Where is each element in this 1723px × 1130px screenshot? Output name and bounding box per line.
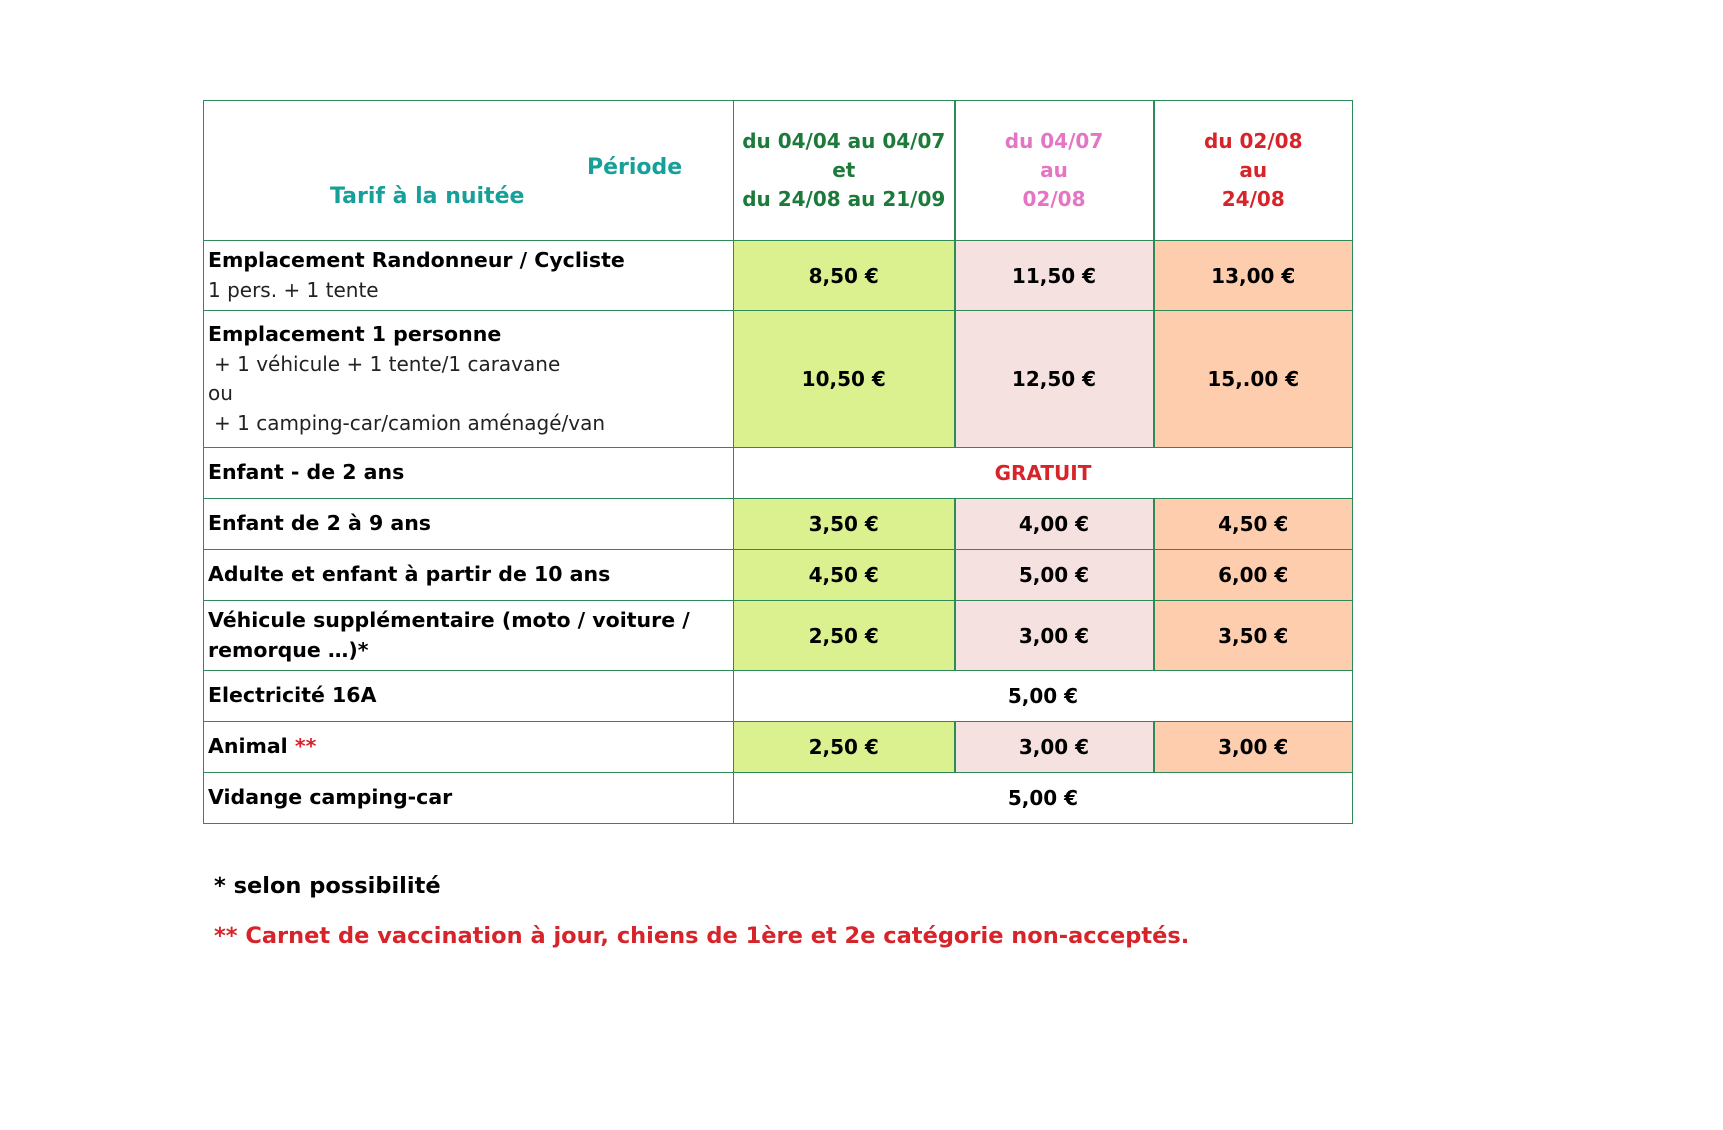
table-row-enfant-2-9 [204, 499, 1353, 550]
price-period-3: 13,00 € [1154, 241, 1353, 311]
row-label-cell [204, 671, 734, 722]
table-row-animal [204, 722, 1353, 773]
price-period-3: 6,00 € [1154, 550, 1353, 601]
animal-stars: ** [294, 734, 317, 759]
header-corner-cell [204, 101, 734, 241]
period-1-line-1: du 04/04 au 04/07 [742, 129, 946, 153]
row-label: Emplacement 1 personne [208, 322, 502, 346]
period-header-3 [1154, 101, 1353, 241]
period-3-line-3: 24/08 [1221, 187, 1285, 211]
row-label-cell [204, 448, 734, 499]
price-period-2: 12,50 € [955, 311, 1154, 448]
periode-label: Période [587, 155, 683, 180]
row-label: Animal [208, 734, 288, 759]
price-period-3: 4,50 € [1154, 499, 1353, 550]
row-label-cell [204, 773, 734, 824]
table-row-adulte [204, 550, 1353, 601]
footnote-selon-possibilite: * selon possibilité [214, 873, 441, 899]
row-label-cell [204, 550, 734, 601]
row-label-cell [204, 241, 734, 311]
price-period-1: 8,50 € [734, 241, 955, 311]
price-period-1: 3,50 € [734, 499, 955, 550]
row-label-cell [204, 601, 734, 671]
row-label-wrap [208, 732, 733, 762]
electricite-value: 5,00 € [734, 671, 1353, 722]
row-label-line-2: remorque …)* [208, 637, 369, 662]
row-label: Emplacement Randonneur / Cycliste [208, 248, 625, 272]
gratuit-value: GRATUIT [734, 448, 1353, 499]
period-header-1 [734, 101, 955, 241]
row-sublabel-3: + 1 camping-car/camion aménagé/van [214, 410, 606, 435]
tarif-label: Tarif à la nuitée [330, 184, 525, 209]
price-period-1: 2,50 € [734, 601, 955, 671]
price-table [203, 100, 1353, 824]
price-period-3: 3,50 € [1154, 601, 1353, 671]
row-label: Vidange camping-car [208, 785, 453, 810]
period-2-line-1: du 04/07 [1004, 129, 1104, 153]
period-1-line-3: du 24/08 au 21/09 [742, 187, 946, 211]
price-period-2: 3,00 € [955, 601, 1154, 671]
row-sublabel-2: ou [208, 381, 233, 405]
price-period-2: 5,00 € [955, 550, 1154, 601]
table-row-enfant-moins-2 [204, 448, 1353, 499]
row-label: Enfant de 2 à 9 ans [208, 511, 431, 536]
price-period-2: 3,00 € [955, 722, 1154, 773]
row-label-cell [204, 722, 734, 773]
vidange-value: 5,00 € [734, 773, 1353, 824]
row-sublabel: 1 pers. + 1 tente [208, 277, 379, 302]
table-row-vehicule [204, 601, 1353, 671]
table-row-une-personne [204, 311, 1353, 448]
price-period-2: 4,00 € [955, 499, 1154, 550]
row-label: Enfant - de 2 ans [208, 460, 405, 485]
row-label-line-1: Véhicule supplémentaire (moto / voiture / [208, 608, 690, 632]
row-label: Adulte et enfant à partir de 10 ans [208, 562, 611, 587]
footnote-vaccination: ** Carnet de vaccination à jour, chiens de 1ère et 2e catégorie non-acceptés. [214, 923, 1190, 949]
price-period-3: 15,.00 € [1154, 311, 1353, 448]
period-3-line-2: au [1239, 158, 1268, 182]
price-period-1: 4,50 € [734, 550, 955, 601]
table-row-randonneur [204, 241, 1353, 311]
price-period-1: 10,50 € [734, 311, 955, 448]
period-3-line-1: du 02/08 [1204, 129, 1303, 153]
row-label-cell [204, 499, 734, 550]
period-1-line-2: et [832, 158, 856, 182]
period-header-2 [955, 101, 1154, 241]
row-sublabel-1: + 1 véhicule + 1 tente/1 caravane [214, 351, 561, 376]
table-header-row [204, 101, 1353, 241]
price-period-3: 3,00 € [1154, 722, 1353, 773]
period-2-line-3: 02/08 [1022, 187, 1086, 211]
period-2-line-2: au [1040, 158, 1068, 182]
table-row-electricite [204, 671, 1353, 722]
row-label: Electricité 16A [208, 683, 377, 708]
price-period-2: 11,50 € [955, 241, 1154, 311]
price-period-1: 2,50 € [734, 722, 955, 773]
table-row-vidange [204, 773, 1353, 824]
row-label-cell [204, 311, 734, 448]
